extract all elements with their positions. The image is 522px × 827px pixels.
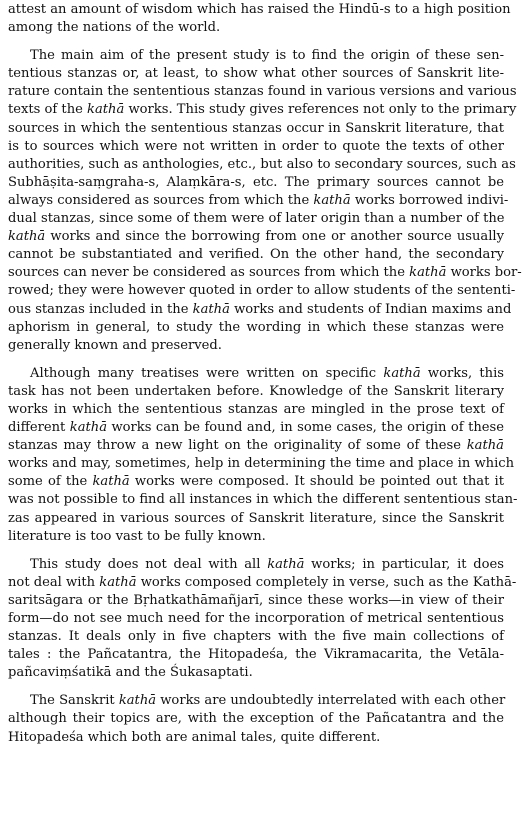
text-line: was not possible to find all instances in which the different sententious stan-	[8, 492, 518, 508]
text-line: aphorism in general, to study the wording in which these stanzas were	[8, 319, 504, 335]
text-line: texts of the kathā works. This study gives references not only to the primary	[8, 102, 517, 118]
paragraph-spacer	[8, 355, 504, 365]
text-line: saritsāgara or the Bṛhatkathāmañjarī, since these works—in view of their	[8, 592, 504, 608]
text-line: form—do not see much need for the incorporation of metrical sententious	[8, 611, 504, 626]
text-line: Although many treatises were written on specific kathā works, this	[30, 365, 505, 381]
paragraph	[8, 1, 511, 37]
text-line: stanzas may throw a new light on the originality of some of these kathā	[8, 438, 504, 454]
text-line: tentious stanzas or, at least, to show what other sources of Sanskrit lite-	[8, 66, 504, 82]
text-line: pañcaviṃśatikā and the Śukasaptati.	[8, 665, 253, 681]
text-line: different kathā works can be found and, in some cases, the origin of these	[8, 420, 504, 436]
text-line: tales : the Pañcatantra, the Hitopadeśa, the Vikramacarita, the Vetāla-	[8, 647, 504, 663]
text-line: task has not been undertaken before. Knowledge of the Sanskrit literary	[8, 383, 504, 399]
page-body-text	[8, 1, 522, 747]
text-line: This study does not deal with all kathā works; in particular, it does	[30, 556, 505, 572]
paragraph	[8, 47, 522, 355]
paragraph	[8, 556, 517, 683]
text-line: zas appeared in various sources of Sanskrit literature, since the Sanskrit	[8, 510, 504, 526]
text-line: generally known and preserved.	[8, 337, 222, 353]
text-line: not deal with kathā works composed completely in verse, such as the Kathā-	[8, 574, 517, 590]
paragraph	[8, 365, 518, 546]
text-line: cannot be substantiated and verified. On the other hand, the secondary	[8, 247, 504, 263]
text-line: some of the kathā works were composed. It should be pointed out that it	[8, 474, 504, 490]
text-line: The main aim of the present study is to find the origin of these sen-	[30, 48, 504, 64]
text-line: rowed; they were however quoted in order to allow students of the sententi-	[8, 283, 516, 299]
text-line: The Sanskrit kathā works are undoubtedly interrelated with each other	[30, 693, 506, 709]
paragraph-spacer	[8, 682, 504, 692]
text-line: always considered as sources from which the kathā works borrowed indivi-	[8, 192, 509, 208]
paragraph	[8, 692, 504, 746]
text-line: Hitopadeśa which both are animal tales, quite different.	[8, 729, 381, 745]
text-line: works in which the sententious stanzas are mingled in the prose text of	[8, 401, 504, 417]
text-line: is to sources which were not written in order to quote the texts of other	[8, 138, 504, 154]
text-line: rature contain the sententious stanzas found in various versions and various	[8, 84, 517, 100]
text-line: sources in which the sententious stanzas occur in Sanskrit literature, that	[8, 120, 504, 136]
text-line: ous stanzas included in the kathā works and students of Indian maxims and	[8, 301, 512, 317]
text-line: attest an amount of wisdom which has raised the Hindū-s to a high position	[8, 2, 511, 17]
text-line: stanzas. It deals only in five chapters with the five main collections of	[8, 629, 504, 645]
text-line: among the nations of the world.	[8, 20, 221, 36]
paragraph-spacer	[8, 37, 504, 47]
paragraph-spacer	[8, 546, 504, 556]
text-line: Subhāṣita-saṃgraha-s, Alaṃkāra-s, etc. The primary sources cannot be	[8, 174, 504, 190]
text-line: sources can never be considered as sources from which the kathā works bor-	[8, 265, 522, 281]
text-line: literature is too vast to be fully known.	[8, 528, 266, 544]
text-line: authorities, such as anthologies, etc., but also to secondary sources, such as	[8, 156, 516, 172]
text-line: although their topics are, with the exception of the Pañcatantra and the	[8, 711, 504, 727]
text-line: dual stanzas, since some of them were of later origin than a number of the	[8, 211, 505, 227]
text-line: works and may, sometimes, help in determining the time and place in which	[8, 456, 515, 472]
text-line: kathā works and since the borrowing from one or another source usually	[8, 229, 504, 245]
